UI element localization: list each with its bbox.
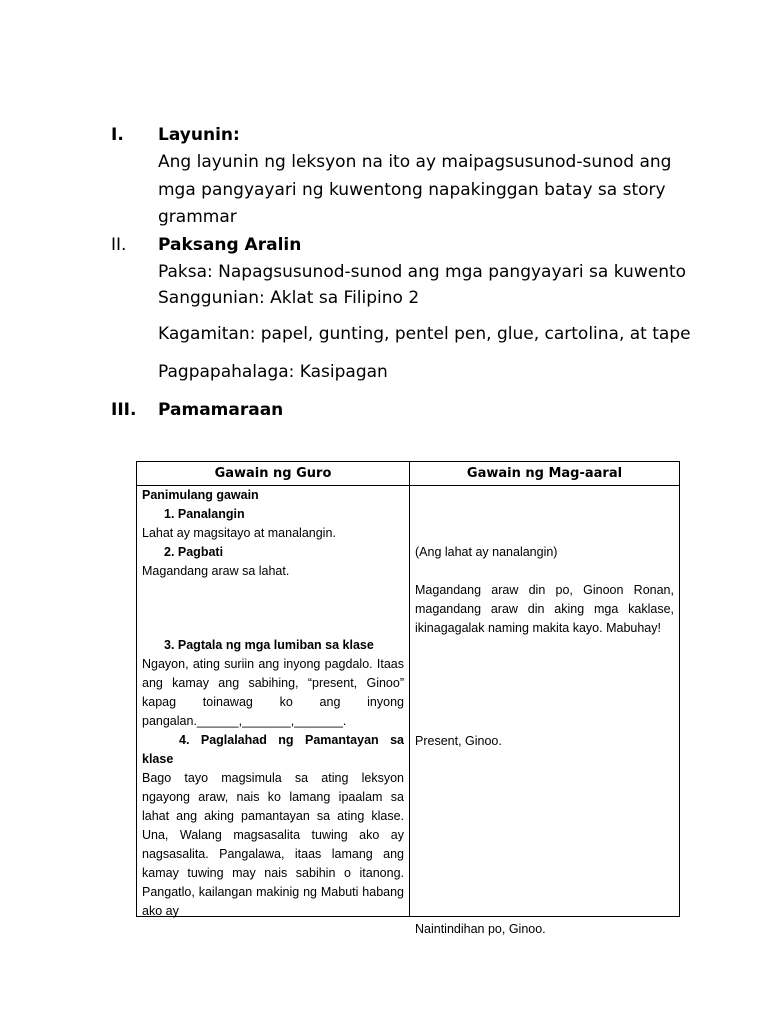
section-2-sanggunian: Sanggunian: Aklat sa Filipino 2 [158, 288, 420, 308]
section-1-numeral: I. [111, 125, 124, 145]
section-2-title: Paksang Aralin [158, 235, 302, 255]
pagbati-heading: 2. Pagbati [164, 545, 224, 559]
pagtala-heading: 3. Pagtala ng mga lumiban sa klase [164, 638, 374, 652]
section-2-pagpapahalaga: Pagpapahalaga: Kasipagan [158, 362, 388, 382]
sagot-pamantayan: Naintindihan po, Ginoo. [415, 922, 546, 936]
section-3-numeral: III. [111, 400, 137, 420]
section-1-line-2: mga pangyayari ng kuwentong napakinggan batay sa story [158, 180, 666, 200]
panalangin-heading: 1. Panalangin [164, 507, 245, 521]
section-1-line-3: grammar [158, 207, 237, 227]
pagbati-text: Magandang araw sa lahat. [142, 564, 290, 578]
paglalahad-heading: 4. Paglalahad ng Pamantayan sa klase [142, 733, 404, 766]
sagot-pagbati: Magandang araw din po, Ginoon Ronan, magandang araw din aking mga kaklase, ikinagagalak naming makita kayo. Mabuhay! [415, 583, 674, 635]
header-gawain-magaaral: Gawain ng Mag-aaral [410, 462, 680, 486]
sagot-panalangin: (Ang lahat ay nanalangin) [415, 545, 558, 559]
guro-column [137, 486, 410, 917]
sagot-pagtala: Present, Ginoo. [415, 734, 502, 748]
section-1-line-1: Ang layunin ng leksyon na ito ay maipagsusunod-sunod ang [158, 152, 672, 172]
panimula-heading: Panimulang gawain [142, 488, 259, 502]
section-1-title: Layunin: [158, 125, 240, 145]
lesson-table [136, 461, 680, 936]
panalangin-text: Lahat ay magsitayo at manalangin. [142, 526, 336, 540]
section-2-numeral: II. [111, 235, 127, 255]
header-gawain-guro: Gawain ng Guro [137, 462, 410, 486]
magaaral-column [410, 486, 680, 936]
paglalahad-text: Bago tayo magsimula sa ating leksyon ngayong araw, nais ko lamang ipaalam sa lahat ang aking pamantayan sa ating klase. Una, Walang magsasalita tuwing ako ay nagsasalita. Pangalawa, itaas lamang ang kamay tuwing may nais sabihin o itanong. Pangatlo, kailangan makinig ng Mabuti habang ako ay [142, 771, 404, 918]
section-2-kagamitan: Kagamitan: papel, gunting, pentel pen, glue, cartolina, at tape [158, 324, 691, 344]
pagtala-text: Ngayon, ating suriin ang inyong pagdalo. Itaas ang kamay ang sabihing, “present, Ginoo” kapag toinawag ko ang inyong pangalan.______,_______,_______. [142, 657, 404, 728]
section-3-title: Pamamaraan [158, 400, 284, 420]
section-2-paksa: Paksa: Napagsusunod-sunod ang mga pangyayari sa kuwento [158, 262, 687, 282]
